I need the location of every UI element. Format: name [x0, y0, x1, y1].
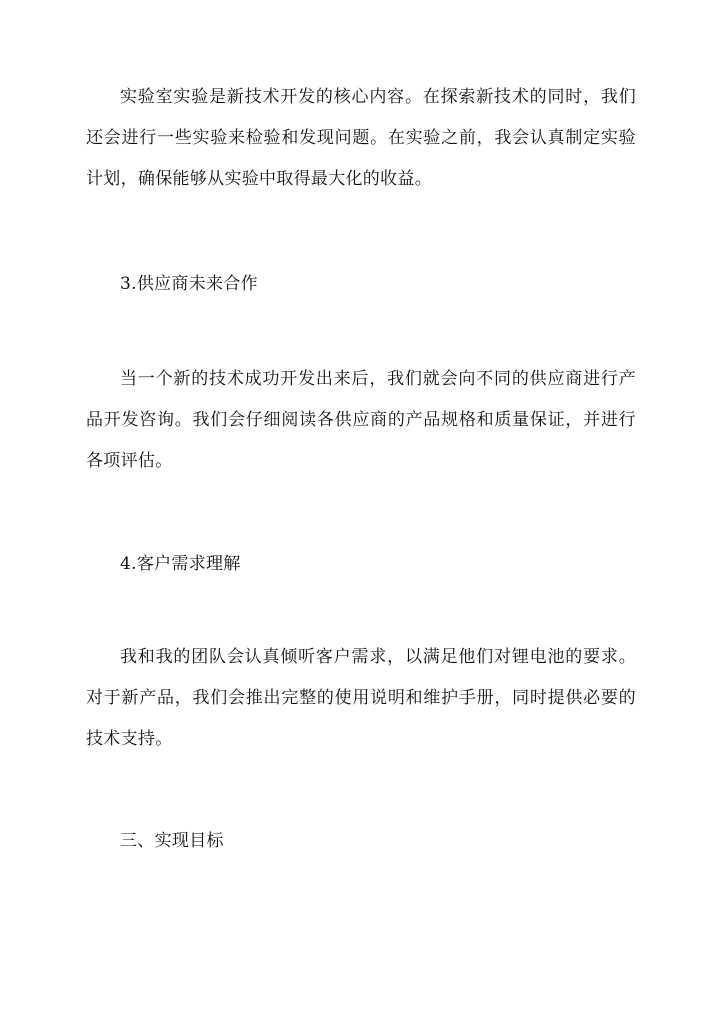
heading-customer-needs: 4.客户需求理解 [120, 554, 241, 574]
heading-supplier-cooperation: 3.供应商未来合作 [120, 274, 258, 294]
paragraph-lab-experiments: 实验室实验是新技术开发的核心内容。在探索新技术的同时，我们还会进行一些实验来检验和发现问题。在实验之前，我会认真制定实验计划，确保能够从实验中取得最大化的收益。 [86, 87, 636, 189]
paragraph-supplier-consulting: 当一个新的技术成功开发出来后，我们就会向不同的供应商进行产品开发咨询。我们会仔细阅读各供应商的产品规格和质量保证，并进行各项评估。 [86, 369, 636, 471]
paragraph-customer-support: 我和我的团队会认真倾听客户需求，以满足他们对锂电池的要求。对于新产品，我们会推出完整的使用说明和维护手册，同时提供必要的技术支持。 [86, 647, 636, 749]
heading-goals: 三、实现目标 [120, 831, 224, 851]
